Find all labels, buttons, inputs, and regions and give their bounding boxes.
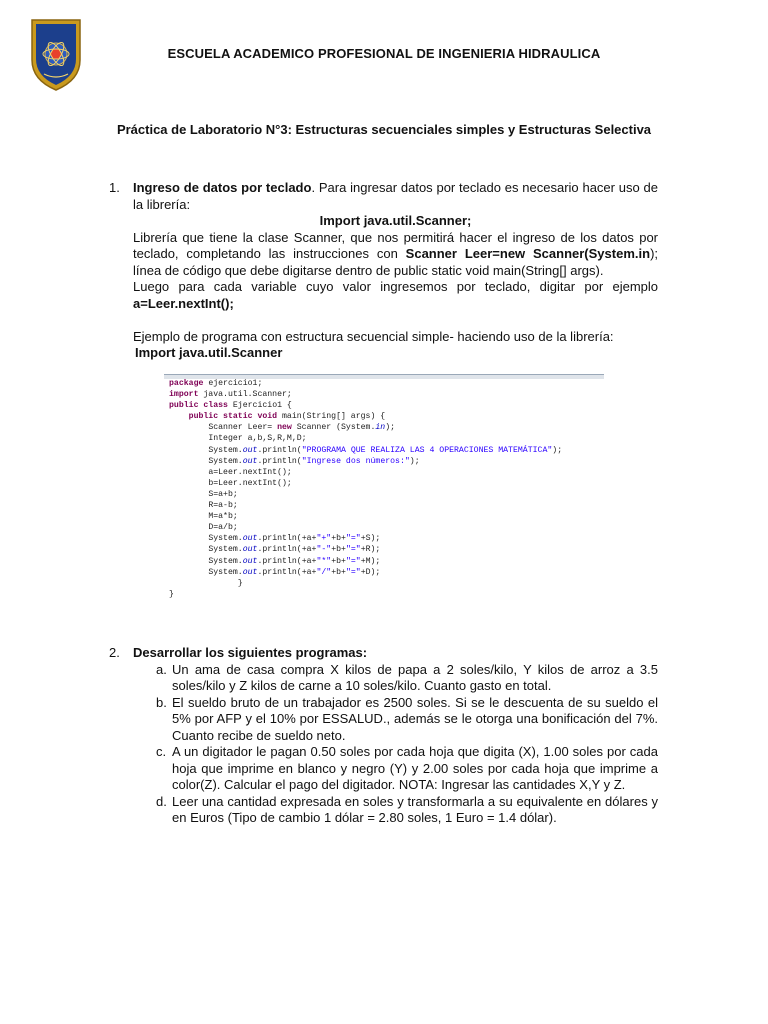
code-token: M=a*b; [208, 512, 238, 522]
section-2-number: 2. [109, 645, 120, 660]
code-token: new [277, 423, 292, 433]
code-token: b=Leer.nextInt(); [208, 478, 292, 488]
paragraph-scanner-b: Scanner Leer=new Scanner(System.in [405, 246, 651, 261]
code-token: out [242, 534, 258, 544]
code-token: .println(+a+ [257, 567, 317, 577]
code-token: +D); [360, 567, 381, 577]
exercise-text: Leer una cantidad expresada en soles y transformarla a su equivalente en dólares y en Euros (Tipo de cambio 1 dólar = 2.80 soles, 1 Euro = 1.4 dólar). [172, 793, 658, 825]
code-token: "-" [316, 545, 332, 555]
section-2-heading: Desarrollar los siguientes programas: [133, 645, 368, 660]
code-token: Ejercicio1 { [227, 401, 292, 411]
section-1-intro: . Para ingresar datos por teclado es necesario hacer uso de la librería: [133, 180, 658, 212]
section-1-number: 1. [109, 180, 120, 195]
lab-title: Práctica de Laboratorio N°3: Estructuras secuenciales simples y Estructuras Selectiva [116, 122, 652, 137]
code-token: a=Leer.nextInt(); [208, 467, 292, 477]
exercise-item [133, 662, 658, 695]
code-token: S=a+b; [208, 489, 238, 499]
code-token: "=" [345, 545, 361, 555]
code-token: System. [208, 567, 243, 577]
code-token: import [169, 390, 199, 400]
code-token: Integer a,b,S,R,M,D; [208, 434, 307, 444]
exercise-letter: b. [156, 694, 167, 710]
school-header: ESCUELA ACADEMICO PROFESIONAL DE INGENIERIA HIDRAULICA [167, 46, 601, 61]
code-token: "+" [316, 534, 332, 544]
exercise-letter: a. [156, 661, 167, 677]
code-token: System. [208, 456, 243, 466]
paragraph-example: Ejemplo de programa con estructura secuencial simple- haciendo uso de la librería: [133, 328, 614, 344]
code-token: "/" [316, 567, 332, 577]
paragraph-variable-b: a=Leer.nextInt(); [133, 295, 234, 311]
code-token: R=a-b; [208, 501, 238, 511]
code-token: out [242, 567, 258, 577]
code-token: +b+ [331, 556, 346, 566]
paragraph-variable-a: Luego para cada variable cuyo valor ingresemos por teclado, digitar por ejemplo [133, 279, 658, 294]
code-token: +R); [360, 545, 381, 555]
code-token: Scanner (System. [291, 423, 376, 433]
paragraph-main-line: línea de código que debe digitarse dentro de public static void main(String[] args). [133, 262, 604, 278]
code-token: } [169, 589, 174, 599]
code-token: in [375, 423, 386, 433]
code-lines [169, 378, 562, 600]
code-token: System. [208, 545, 243, 555]
code-token: D=a/b; [208, 523, 238, 533]
code-token: +b+ [331, 567, 346, 577]
code-token: } [237, 578, 243, 588]
code-token: "=" [345, 534, 361, 544]
code-token: "=" [345, 556, 361, 566]
code-token: .println( [257, 456, 302, 466]
code-token: "*" [316, 556, 332, 566]
paragraph-scanner-c: ); [650, 246, 659, 261]
exercise-text: Un ama de casa compra X kilos de papa a 2 soles/kilo, Y kilos de arroz a 3.5 soles/kilo y Z kilos de carne a 10 soles/kilo. Cuanto gasto en total. [172, 661, 658, 693]
exercise-letter: d. [156, 793, 167, 809]
code-token: .println( [257, 445, 302, 455]
import-statement: Import java.util.Scanner; [319, 213, 472, 228]
code-token: public class [169, 401, 228, 411]
code-token: "=" [345, 567, 361, 577]
exercise-text: A un digitador le pagan 0.50 soles por cada hoja que digita (X), 1.00 soles por cada hoja que imprime en blanco y negro (Y) y 2.00 soles por cada hoja que imprime a color(Z). Calcular el pago del digitador. NOTA: Ingresar las cantidades X,Y y Z. [172, 744, 658, 792]
code-token: ejercicio1; [203, 379, 263, 388]
code-token: main(String[] args) { [277, 412, 386, 422]
exercise-letter: c. [156, 744, 167, 759]
code-token: ); [385, 423, 396, 433]
paragraph-scanner-a: Librería que tiene la clase Scanner, que nos permitirá hacer el ingreso de los datos por teclado, completando las instrucciones con [133, 229, 658, 261]
exercise-item [133, 744, 658, 794]
code-token: "Ingrese dos números:" [301, 456, 410, 466]
code-token: System. [208, 534, 243, 544]
code-token: +S); [360, 534, 381, 544]
section-1-heading: Ingreso de datos por teclado [133, 180, 312, 195]
code-token: +M); [360, 556, 381, 566]
code-token: ); [409, 456, 420, 466]
exercise-item [133, 695, 658, 745]
code-token: public static void [188, 412, 278, 422]
exercise-item [133, 794, 658, 827]
code-token: "PROGRAMA QUE REALIZA LAS 4 OPERACIONES MATEMÁTICA" [301, 445, 553, 455]
code-snippet [164, 374, 604, 606]
code-token: out [242, 556, 258, 566]
code-token: System. [208, 445, 243, 455]
code-token: out [242, 456, 258, 466]
code-token: package [169, 379, 204, 388]
section-2 [109, 645, 658, 827]
import-statement-2: Import java.util.Scanner [135, 345, 283, 360]
code-token: out [242, 445, 258, 455]
code-token: +b+ [331, 534, 346, 544]
exercise-text: El sueldo bruto de un trabajador es 2500 soles. Si se le descuenta de su sueldo el 5% por AFP y el 10% por ESSALUD., además se le otorga una bonificación del 7%. Cuanto recibe de sueldo neto. [172, 694, 658, 743]
code-token: Scanner Leer= [208, 423, 278, 433]
code-token: .println(+a+ [257, 556, 317, 566]
code-token: out [242, 545, 258, 555]
code-token: .println(+a+ [257, 534, 317, 544]
code-token: ); [552, 445, 563, 455]
section-1 [109, 180, 659, 362]
code-token: +b+ [331, 545, 346, 555]
code-token: .println(+a+ [257, 545, 317, 555]
code-token: java.util.Scanner; [198, 390, 292, 400]
code-token: System. [208, 556, 243, 566]
